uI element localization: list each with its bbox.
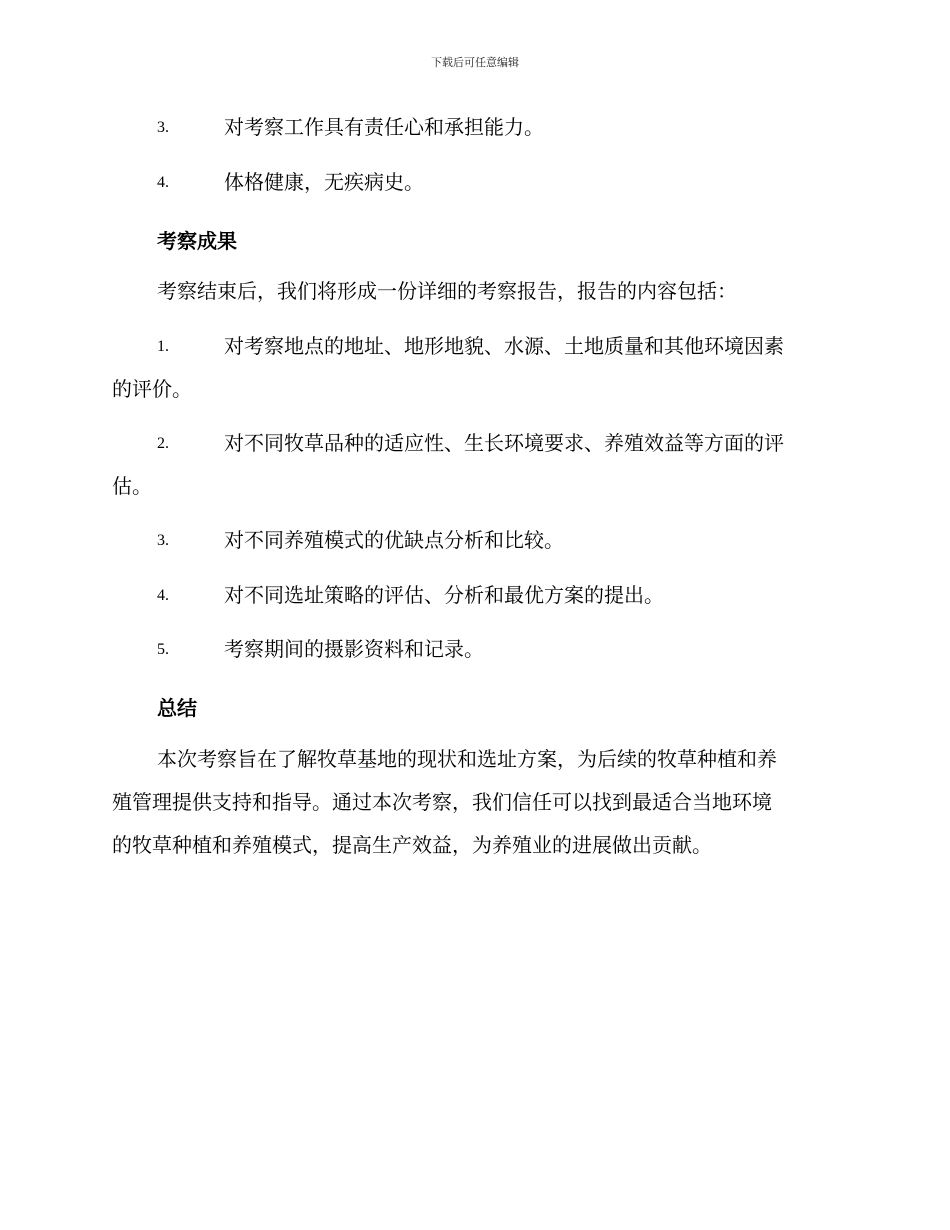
list-number: 4.: [157, 174, 169, 191]
list-text: 体格健康，无疾病史。: [224, 170, 424, 194]
summary-text: 的牧草种植和养殖模式，提高生产效益，为养殖业的进展做出贡献。: [112, 833, 712, 857]
list-number: 4.: [157, 587, 169, 604]
list-number: 2.: [157, 435, 169, 452]
section-heading-summary: 总结: [157, 696, 197, 720]
list-number: 3.: [157, 532, 169, 549]
list-text-continuation: 的评价。: [112, 377, 192, 401]
intro-text: 考察结束后，我们将形成一份详细的考察报告，报告的内容包括：: [157, 279, 737, 303]
list-number: 3.: [157, 119, 169, 136]
list-text: 对考察地点的地址、地形地貌、水源、土地质量和其他环境因素: [224, 334, 784, 358]
list-number: 1.: [157, 338, 169, 355]
page-header: 下载后可任意编辑: [431, 56, 519, 69]
list-text: 考察期间的摄影资料和记录。: [224, 637, 484, 661]
list-text: 对不同牧草品种的适应性、生长环境要求、养殖效益等方面的评: [224, 431, 784, 455]
list-text: 对不同选址策略的评估、分析和最优方案的提出。: [224, 583, 664, 607]
list-text: 对不同养殖模式的优缺点分析和比较。: [224, 528, 564, 552]
summary-text: 殖管理提供支持和指导。通过本次考察，我们信任可以找到最适合当地环境: [112, 790, 772, 814]
list-number: 5.: [157, 641, 169, 658]
section-heading-results: 考察成果: [157, 229, 237, 253]
list-text: 对考察工作具有责任心和承担能力。: [224, 115, 544, 139]
list-text-continuation: 估。: [112, 474, 152, 498]
summary-text: 本次考察旨在了解牧草基地的现状和选址方案，为后续的牧草种植和养: [157, 747, 777, 771]
